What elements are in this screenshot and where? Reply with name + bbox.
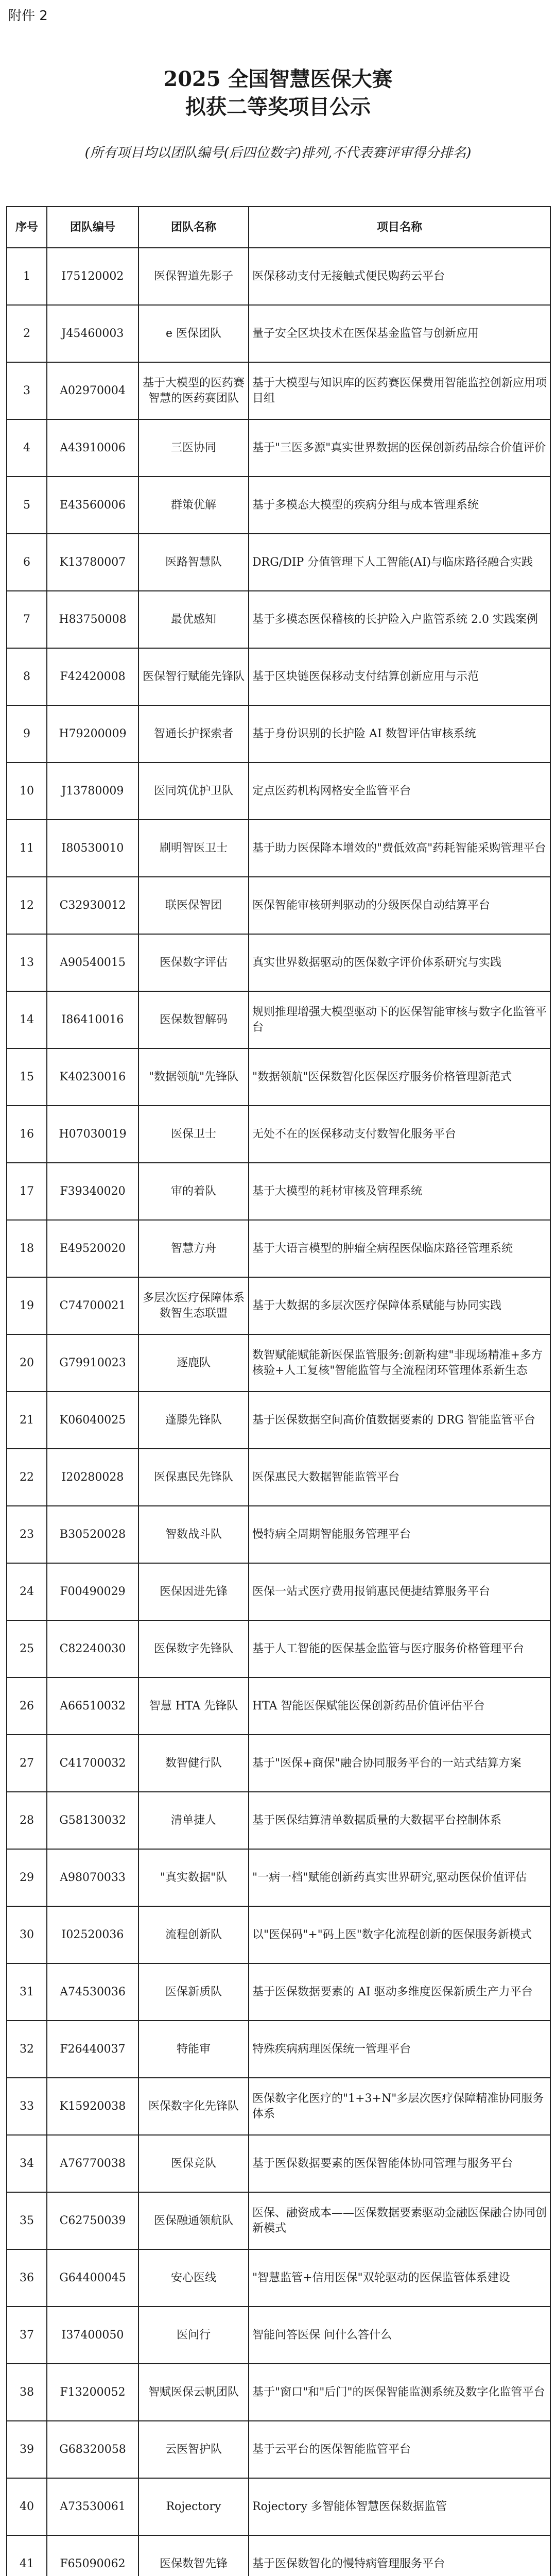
table-row bbox=[7, 1735, 550, 1792]
row-project-name: 基于大模型与知识库的医药赛医保费用智能监控创新应用项目组 bbox=[249, 362, 550, 419]
row-team-name: 医保卫士 bbox=[138, 1106, 249, 1163]
table-row bbox=[7, 762, 550, 820]
row-team-id: A73530061 bbox=[47, 2478, 138, 2535]
row-project-name: 规则推理增强大模型驱动下的医保智能审核与数字化监管平台 bbox=[249, 991, 550, 1048]
table-row bbox=[7, 2192, 550, 2249]
row-index: 33 bbox=[7, 2078, 47, 2135]
row-index: 31 bbox=[7, 1963, 47, 2021]
row-project-name: 基于多模态医保稽核的长护险入户监管系统 2.0 实践案例 bbox=[249, 591, 550, 648]
row-project-name: "数据领航"医保数智化医保医疗服务价格管理新范式 bbox=[249, 1048, 550, 1106]
row-team-id: I75120002 bbox=[47, 248, 138, 305]
table-row bbox=[7, 2021, 550, 2078]
row-project-name: HTA 智能医保赋能医保创新药品价值评估平台 bbox=[249, 1677, 550, 1735]
row-project-name: 医保、融资成本——医保数据要素驱动金融医保融合协同创新模式 bbox=[249, 2192, 550, 2249]
table-row bbox=[7, 1106, 550, 1163]
row-index: 9 bbox=[7, 705, 47, 762]
row-team-id: I86410016 bbox=[47, 991, 138, 1048]
row-team-name: Rojectory bbox=[138, 2478, 249, 2535]
row-team-name: 医保数智先锋 bbox=[138, 2535, 249, 2576]
row-team-name: 多层次医疗保障体系数智生态联盟 bbox=[138, 1277, 249, 1334]
row-team-name: 医同筑优护卫队 bbox=[138, 762, 249, 820]
table-row bbox=[7, 991, 550, 1048]
row-team-id: K15920038 bbox=[47, 2078, 138, 2135]
row-index: 17 bbox=[7, 1163, 47, 1220]
row-team-name: 医保因进先锋 bbox=[138, 1563, 249, 1620]
row-project-name: 基于大模型的耗材审核及管理系统 bbox=[249, 1163, 550, 1220]
row-team-id: I20280028 bbox=[47, 1449, 138, 1506]
row-index: 39 bbox=[7, 2421, 47, 2478]
row-project-name: 特殊疾病病理医保统一管理平台 bbox=[249, 2021, 550, 2078]
row-project-name: 基于助力医保降本增效的"费低效高"药耗智能采购管理平台 bbox=[249, 820, 550, 877]
row-team-name: 医保数字化先锋队 bbox=[138, 2078, 249, 2135]
row-index: 29 bbox=[7, 1849, 47, 1906]
row-team-id: J45460003 bbox=[47, 305, 138, 362]
row-index: 2 bbox=[7, 305, 47, 362]
header-index: 序号 bbox=[7, 207, 47, 248]
row-index: 32 bbox=[7, 2021, 47, 2078]
row-project-name: 量子安全区块技术在医保基金监管与创新应用 bbox=[249, 305, 550, 362]
row-team-name: 刷明智医卫士 bbox=[138, 820, 249, 877]
row-team-id: F39340020 bbox=[47, 1163, 138, 1220]
row-team-name: 医保竞队 bbox=[138, 2135, 249, 2192]
row-team-id: I80530010 bbox=[47, 820, 138, 877]
row-team-name: 智慧方舟 bbox=[138, 1220, 249, 1277]
row-project-name: 基于大数据的多层次医疗保障体系赋能与协同实践 bbox=[249, 1277, 550, 1334]
table-row bbox=[7, 248, 550, 305]
row-team-name: 医保惠民先锋队 bbox=[138, 1449, 249, 1506]
row-team-name: 联医保智团 bbox=[138, 877, 249, 934]
row-project-name: 智能问答医保 问什么答什么 bbox=[249, 2307, 550, 2364]
row-project-name: 医保惠民大数据智能监管平台 bbox=[249, 1449, 550, 1506]
row-index: 4 bbox=[7, 419, 47, 477]
row-index: 20 bbox=[7, 1334, 47, 1392]
row-team-name: 逐鹿队 bbox=[138, 1334, 249, 1392]
table-row bbox=[7, 1563, 550, 1620]
row-project-name: 无处不在的医保移动支付数智化服务平台 bbox=[249, 1106, 550, 1163]
award-list-table bbox=[6, 206, 551, 2576]
row-project-name: 基于医保数据空间高价值数据要素的 DRG 智能监管平台 bbox=[249, 1392, 550, 1449]
row-team-id: G58130032 bbox=[47, 1792, 138, 1849]
table-row bbox=[7, 1906, 550, 1963]
row-project-name: 基于大语言模型的肿瘤全病程医保临床路径管理系统 bbox=[249, 1220, 550, 1277]
page-title: 2025 全国智慧医保大赛 bbox=[163, 67, 393, 91]
row-project-name: 基于医保数据要素的 AI 驱动多维度医保新质生产力平台 bbox=[249, 1963, 550, 2021]
table-row bbox=[7, 1792, 550, 1849]
header-team-id: 团队编号 bbox=[47, 207, 138, 248]
row-team-id: F13200052 bbox=[47, 2364, 138, 2421]
row-project-name: 基于区块链医保移动支付结算创新应用与示范 bbox=[249, 648, 550, 705]
row-team-name: 清单捷人 bbox=[138, 1792, 249, 1849]
table-row bbox=[7, 1849, 550, 1906]
row-team-id: F42420008 bbox=[47, 648, 138, 705]
row-team-name: 最优感知 bbox=[138, 591, 249, 648]
row-index: 15 bbox=[7, 1048, 47, 1106]
row-team-name: 蓬滕先锋队 bbox=[138, 1392, 249, 1449]
row-index: 5 bbox=[7, 477, 47, 534]
table-row bbox=[7, 2364, 550, 2421]
row-team-name: 医保数字先锋队 bbox=[138, 1620, 249, 1677]
row-project-name: 基于医保数智化的慢特病管理服务平台 bbox=[249, 2535, 550, 2576]
row-index: 30 bbox=[7, 1906, 47, 1963]
row-team-id: A76770038 bbox=[47, 2135, 138, 2192]
row-team-name: 医保新质队 bbox=[138, 1963, 249, 2021]
row-team-id: F65090062 bbox=[47, 2535, 138, 2576]
table-row bbox=[7, 934, 550, 991]
row-project-name: 基于云平台的医保智能监管平台 bbox=[249, 2421, 550, 2478]
row-team-name: 医保融通领航队 bbox=[138, 2192, 249, 2249]
row-team-id: F26440037 bbox=[47, 2021, 138, 2078]
row-team-name: "数据领航"先锋队 bbox=[138, 1048, 249, 1106]
attachment-label: 附件 2 bbox=[8, 8, 48, 24]
row-team-name: 医路智慧队 bbox=[138, 534, 249, 591]
row-index: 34 bbox=[7, 2135, 47, 2192]
table-row bbox=[7, 534, 550, 591]
row-team-id: C82240030 bbox=[47, 1620, 138, 1677]
row-index: 7 bbox=[7, 591, 47, 648]
row-team-name: 安心医线 bbox=[138, 2249, 249, 2307]
row-index: 41 bbox=[7, 2535, 47, 2576]
row-project-name: 基于医保数据要素的医保智能体协同管理与服务平台 bbox=[249, 2135, 550, 2192]
row-project-name: 医保智能审核研判驱动的分级医保自动结算平台 bbox=[249, 877, 550, 934]
row-project-name: 基于"三医多源"真实世界数据的医保创新药品综合价值评价 bbox=[249, 419, 550, 477]
row-index: 13 bbox=[7, 934, 47, 991]
row-team-id: C32930012 bbox=[47, 877, 138, 934]
table-row bbox=[7, 1677, 550, 1735]
row-team-name: 特能审 bbox=[138, 2021, 249, 2078]
row-team-id: E49520020 bbox=[47, 1220, 138, 1277]
table-row bbox=[7, 2078, 550, 2135]
row-index: 21 bbox=[7, 1392, 47, 1449]
header-project-name: 项目名称 bbox=[249, 207, 550, 248]
row-team-id: C74700021 bbox=[47, 1277, 138, 1334]
row-project-name: 基于"窗口"和"后门"的医保智能监测系统及数字化监管平台 bbox=[249, 2364, 550, 2421]
table-row bbox=[7, 1048, 550, 1106]
row-project-name: 以"医保码"+"码上医"数字化流程创新的医保服务新模式 bbox=[249, 1906, 550, 1963]
table-row bbox=[7, 705, 550, 762]
row-index: 27 bbox=[7, 1735, 47, 1792]
row-index: 14 bbox=[7, 991, 47, 1048]
table-row bbox=[7, 2249, 550, 2307]
row-index: 1 bbox=[7, 248, 47, 305]
row-team-id: G79910023 bbox=[47, 1334, 138, 1392]
table-row bbox=[7, 2535, 550, 2576]
row-project-name: 数智赋能赋能新医保监管服务:创新构建"非现场精准+多方核验+人工复核"智能监管与全流程闭环管理体系新生态 bbox=[249, 1334, 550, 1392]
table-row bbox=[7, 2478, 550, 2535]
table-row bbox=[7, 305, 550, 362]
row-index: 28 bbox=[7, 1792, 47, 1849]
row-index: 23 bbox=[7, 1506, 47, 1563]
row-index: 22 bbox=[7, 1449, 47, 1506]
row-index: 36 bbox=[7, 2249, 47, 2307]
ranking-note: (所有项目均以团队编号(后四位数字)排列,不代表赛评审得分排名) bbox=[84, 145, 472, 161]
table-row bbox=[7, 877, 550, 934]
row-team-id: B30520028 bbox=[47, 1506, 138, 1563]
row-index: 12 bbox=[7, 877, 47, 934]
table-row bbox=[7, 648, 550, 705]
row-team-name: 智赋医保云帆团队 bbox=[138, 2364, 249, 2421]
row-team-name: 流程创新队 bbox=[138, 1906, 249, 1963]
row-index: 38 bbox=[7, 2364, 47, 2421]
row-team-id: H07030019 bbox=[47, 1106, 138, 1163]
table-row bbox=[7, 1449, 550, 1506]
table-row bbox=[7, 2307, 550, 2364]
table-row bbox=[7, 2135, 550, 2192]
table-row bbox=[7, 419, 550, 477]
row-team-name: 医保数智解码 bbox=[138, 991, 249, 1048]
row-project-name: DRG/DIP 分值管理下人工智能(AI)与临床路径融合实践 bbox=[249, 534, 550, 591]
row-index: 24 bbox=[7, 1563, 47, 1620]
page-subtitle: 拟获二等奖项目公示 bbox=[185, 95, 371, 119]
row-index: 16 bbox=[7, 1106, 47, 1163]
row-team-name: "真实数据"队 bbox=[138, 1849, 249, 1906]
row-team-id: G64400045 bbox=[47, 2249, 138, 2307]
row-index: 11 bbox=[7, 820, 47, 877]
table-body bbox=[7, 248, 550, 2576]
row-index: 3 bbox=[7, 362, 47, 419]
table-row bbox=[7, 1334, 550, 1392]
table-row bbox=[7, 1620, 550, 1677]
row-project-name: 真实世界数据驱动的医保数字评价体系研究与实践 bbox=[249, 934, 550, 991]
row-team-id: A66510032 bbox=[47, 1677, 138, 1735]
row-project-name: 医保一站式医疗费用报销惠民便捷结算服务平台 bbox=[249, 1563, 550, 1620]
row-team-id: A43910006 bbox=[47, 419, 138, 477]
row-team-name: e 医保团队 bbox=[138, 305, 249, 362]
row-team-id: A02970004 bbox=[47, 362, 138, 419]
row-index: 19 bbox=[7, 1277, 47, 1334]
row-project-name: 医保移动支付无接触式便民购药云平台 bbox=[249, 248, 550, 305]
row-team-id: G68320058 bbox=[47, 2421, 138, 2478]
row-team-name: 群策优解 bbox=[138, 477, 249, 534]
row-project-name: Rojectory 多智能体智慧医保数据监管 bbox=[249, 2478, 550, 2535]
row-index: 26 bbox=[7, 1677, 47, 1735]
row-team-name: 智数战斗队 bbox=[138, 1506, 249, 1563]
row-team-id: K06040025 bbox=[47, 1392, 138, 1449]
table-row bbox=[7, 1392, 550, 1449]
row-team-id: I02520036 bbox=[47, 1906, 138, 1963]
row-team-id: C41700032 bbox=[47, 1735, 138, 1792]
row-team-name: 云医智护队 bbox=[138, 2421, 249, 2478]
row-index: 18 bbox=[7, 1220, 47, 1277]
table-row bbox=[7, 1963, 550, 2021]
row-index: 10 bbox=[7, 762, 47, 820]
row-team-name: 医保智道先影子 bbox=[138, 248, 249, 305]
row-team-name: 数智健行队 bbox=[138, 1735, 249, 1792]
row-index: 25 bbox=[7, 1620, 47, 1677]
row-team-name: 基于大模型的医药赛智慧的医药赛团队 bbox=[138, 362, 249, 419]
row-team-id: A90540015 bbox=[47, 934, 138, 991]
row-team-id: C62750039 bbox=[47, 2192, 138, 2249]
row-team-name: 医保智行赋能先锋队 bbox=[138, 648, 249, 705]
table-row bbox=[7, 1277, 550, 1334]
row-team-id: A98070033 bbox=[47, 1849, 138, 1906]
row-team-name: 医保数字评估 bbox=[138, 934, 249, 991]
row-team-name: 三医协同 bbox=[138, 419, 249, 477]
row-project-name: 基于多模态大模型的疾病分组与成本管理系统 bbox=[249, 477, 550, 534]
row-project-name: "一病一档"赋能创新药真实世界研究,驱动医保价值评估 bbox=[249, 1849, 550, 1906]
row-team-name: 智慧 HTA 先锋队 bbox=[138, 1677, 249, 1735]
table-row bbox=[7, 591, 550, 648]
row-team-name: 医问行 bbox=[138, 2307, 249, 2364]
table-row bbox=[7, 1163, 550, 1220]
row-team-id: A74530036 bbox=[47, 1963, 138, 2021]
row-team-name: 审的着队 bbox=[138, 1163, 249, 1220]
row-team-name: 智通长护探索者 bbox=[138, 705, 249, 762]
table-row bbox=[7, 362, 550, 419]
header-team-name: 团队名称 bbox=[138, 207, 249, 248]
table-header-row bbox=[7, 207, 550, 248]
row-project-name: 慢特病全周期智能服务管理平台 bbox=[249, 1506, 550, 1563]
table-row bbox=[7, 820, 550, 877]
table-row bbox=[7, 1506, 550, 1563]
row-team-id: K13780007 bbox=[47, 534, 138, 591]
row-index: 8 bbox=[7, 648, 47, 705]
row-team-id: H83750008 bbox=[47, 591, 138, 648]
row-team-id: H79200009 bbox=[47, 705, 138, 762]
row-project-name: 基于"医保+商保"融合协同服务平台的一站式结算方案 bbox=[249, 1735, 550, 1792]
row-project-name: "智慧监管+信用医保"双轮驱动的医保监管体系建设 bbox=[249, 2249, 550, 2307]
row-project-name: 基于医保结算清单数据质量的大数据平台控制体系 bbox=[249, 1792, 550, 1849]
row-index: 6 bbox=[7, 534, 47, 591]
row-team-id: E43560006 bbox=[47, 477, 138, 534]
row-project-name: 基于人工智能的医保基金监管与医疗服务价格管理平台 bbox=[249, 1620, 550, 1677]
row-project-name: 定点医药机构网格安全监管平台 bbox=[249, 762, 550, 820]
row-team-id: F00490029 bbox=[47, 1563, 138, 1620]
row-team-id: J13780009 bbox=[47, 762, 138, 820]
row-team-id: I37400050 bbox=[47, 2307, 138, 2364]
row-index: 37 bbox=[7, 2307, 47, 2364]
table-row bbox=[7, 2421, 550, 2478]
table-row bbox=[7, 1220, 550, 1277]
row-index: 35 bbox=[7, 2192, 47, 2249]
row-index: 40 bbox=[7, 2478, 47, 2535]
row-project-name: 医保数字化医疗的"1+3+N"多层次医疗保障精准协同服务体系 bbox=[249, 2078, 550, 2135]
row-project-name: 基于身份识别的长护险 AI 数智评估审核系统 bbox=[249, 705, 550, 762]
row-team-id: K40230016 bbox=[47, 1048, 138, 1106]
table-row bbox=[7, 477, 550, 534]
